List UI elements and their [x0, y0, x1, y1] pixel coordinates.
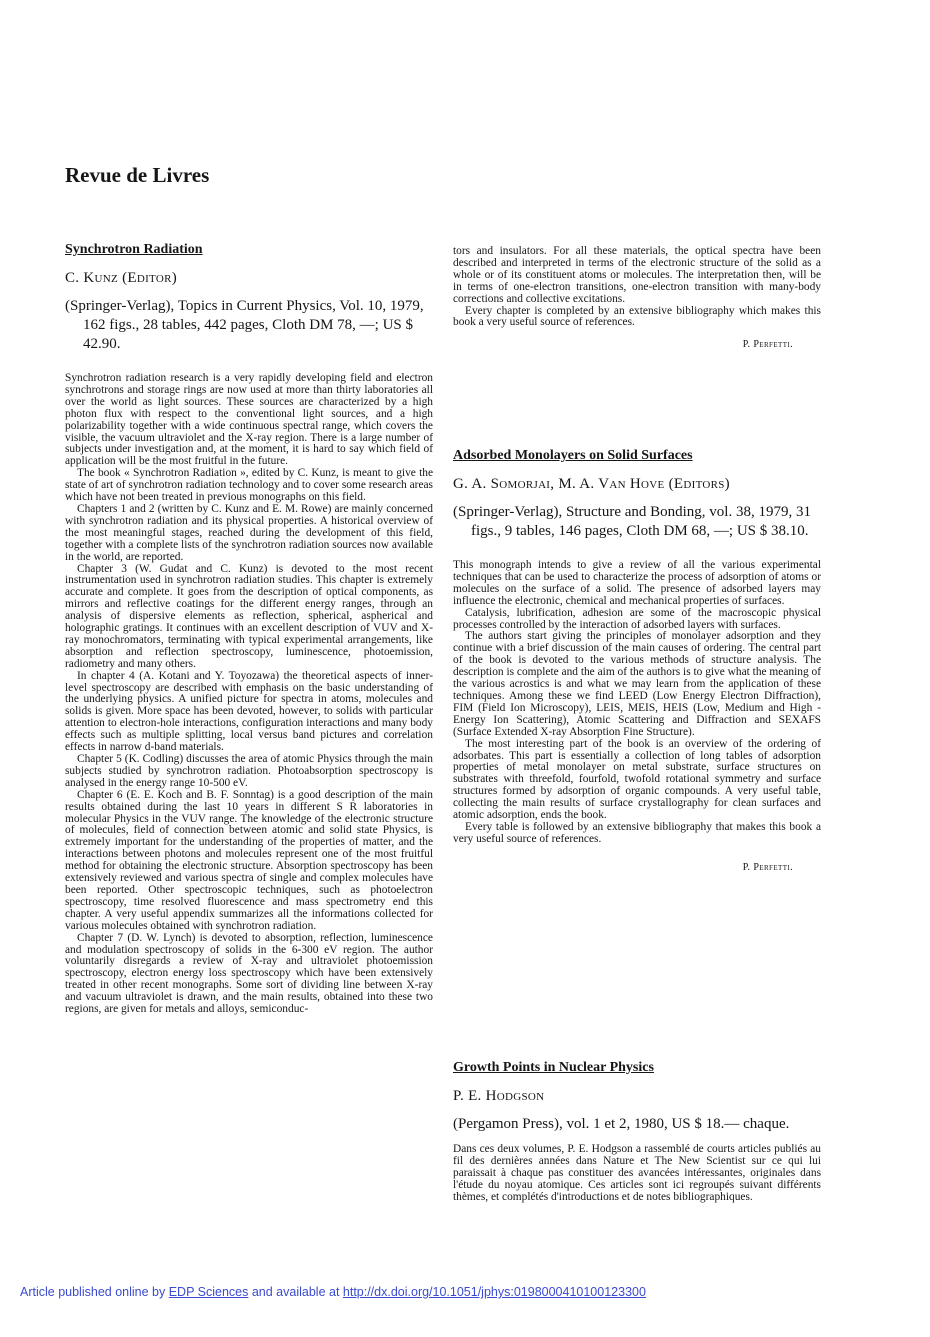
publication-info: (Pergamon Press), vol. 1 et 2, 1980, US $ 18.— chaque.	[453, 1116, 790, 1132]
paragraph: Chapter 3 (W. Gudat and C. Kunz) is devoted to the most recent instrumentation used in synchrotron radiation studies. This chapter is extremely accurate and complete. It goes from the description of optical components, as mirrors and reflective coatings for the different energy ranges, through an analysis of dispersive elements as reflection, spherical, aspherical and holographic gratings. It continues with an excellent description of VUV and X-ray monochromators, terminating with typical experimental arrangements, like absorption and reflection spectroscopy, luminescence, photoemission, radiometry and many others.	[65, 562, 433, 670]
review-body	[453, 1144, 821, 1204]
review-growth-points	[453, 1058, 821, 1204]
paragraph: Every table is followed by an extensive bibliography that makes this book a very useful source of references.	[453, 820, 821, 845]
review-title-synchrotron: Synchrotron Radiation	[65, 242, 203, 257]
review-authors: P. E. Hodgson	[453, 1088, 545, 1104]
section-heading: Revue de Livres	[65, 163, 210, 187]
left-column	[65, 240, 433, 1016]
review-continuation	[453, 246, 821, 350]
review-body	[453, 560, 821, 846]
paragraph: Chapter 6 (E. E. Koch and B. F. Sonntag) is a good description of the main results obtained during the last 10 years in different S R laboratories in molecular Physics in the VUV range. The knowledge of the electronic structure of molecules, field of connection between atomic and solid state Physics, is extremely important for the understanding of the properties of matter, and the interactions between photons and molecules represent one of the most fruitful method for obtaining the electronic structure. Absorption spectroscopy has been extensively reviewed and various spectra of single and complex molecules have been reported. Other spectroscopic techniques, such as photoelectron spectroscopy, time resolved fluorescence and mass spectrometry end this chapter. A very useful appendix summarizes all the informations collected for various molecules obtained with synchrotron radiation.	[65, 788, 433, 932]
publication-info: (Springer-Verlag), Structure and Bonding, vol. 38, 1979, 31 figs., 9 tables, 146 pages, Cloth DM 68, —; US $ 38.10.	[453, 504, 811, 539]
paragraph: Chapter 5 (K. Codling) discusses the area of atomic Physics through the main subjects studied by synchrotron radiation. Photoabsorption spectroscopy is analysed in the energy range 10-500 eV.	[65, 753, 433, 789]
review-adsorbed-monolayers	[453, 446, 821, 873]
paragraph: The most interesting part of the book is an overview of the ordering of adsorbates. This part is essentially a collection of long tables of adsorption properties of metal monolayer on metal substrate, surface structures on substrates with threefold, fourfold, twofold rotational symmetry and surface structures formed by adsorption of organic compounds. A very useful table, collecting the main results of surface crystallography for clean surfaces and atomic adsorption, ends the book.	[453, 737, 821, 822]
paragraph: tors and insulators. For all these materials, the optical spectra have been described and interpreted in terms of the electronic structure of the solid as a whole or of its constituent atoms or molecules. The interpretation then, will be in terms of one-electron transitions, one-electron transition with many-body corrections and collective excitations.	[453, 245, 821, 305]
paragraph: The book « Synchrotron Radiation », edited by C. Kunz, is meant to give the state of art of synchrotron radiation technology and to cover some research areas which have not been treated in previous monographs on this field.	[65, 467, 433, 504]
paragraph: Chapters 1 and 2 (written by C. Kunz and E. M. Rowe) are mainly concerned with synchrotron radiation and its physical properties. A historical overview of the most meaningful stages, reached during the development of this field, together with a complete lists of the synchrotron radiation sources now available in the world, are reported.	[65, 502, 433, 563]
paragraph: Every chapter is completed by an extensive bibliography which makes this book a very useful source of references.	[453, 304, 821, 329]
paragraph: Catalysis, lubrification, adhesion are some of the macroscopic physical processes controlled by the interaction of adsorbed layers with surfaces.	[453, 606, 821, 631]
paragraph: Dans ces deux volumes, P. E. Hodgson a rassemblé de courts articles publiés au fil des dernières années dans Nature et The New Scientist sur ce qui lui paraissait à chaque pas constituer des avancées intéressantes, originales dans l'étude du noyau atomique. Ces articles sont ici regroupés suivant différents thèmes, et complétés d'introductions et de notes bibliographiques.	[453, 1143, 821, 1203]
footer-middle: and available at	[248, 1285, 343, 1299]
doi-link[interactable]: http://dx.doi.org/10.1051/jphys:0198000410100123300	[342, 1285, 646, 1299]
review-authors: C. Kunz (Editor)	[65, 270, 178, 286]
reviewer-signature: P. Perfetti.	[742, 861, 793, 873]
paragraph: This monograph intends to give a review of all the various experimental techniques that can be used to characterize the process of adsorption of atoms or molecules on the surface of a solid. The presence of adsorbed layers may influence the electronic, chemical and mechanical properties of surfaces.	[453, 559, 821, 607]
review-body	[65, 373, 433, 1016]
paragraph: Synchrotron radiation research is a very rapidly developing field and electron synchrotrons and storage rings are now used at more than thirty laboratories all over the world as light sources. These sources are characterized by a high photon flux with respect to the conventional light sources, and a high polarizability together with a wide continuous spectral range, which covers the visible, the vacuum ultraviolet and the X-ray region. There is a large number of subjects under investigation and, at the moment, it is hard to say which field of application will be the most fruitful in the future.	[65, 372, 433, 468]
paragraph: Chapter 7 (D. W. Lynch) is devoted to absorption, reflection, luminescence and modulation spectroscopy of solids in the 6-300 eV region. The author voluntarily disregards a review of X-ray and ultraviolet photoemission spectroscopy, electron energy loss spectroscopy which have been extensively treated in other recent monographs. Some sort of dividing line between X-ray and vacuum ultraviolet is drawn, and the main results, obtained into these two regions, are given for metals and alloys, semiconduc-	[65, 931, 433, 1016]
reviewer-signature: P. Perfetti.	[742, 339, 793, 351]
paragraph: In chapter 4 (A. Kotani and Y. Toyozawa) the theoretical aspects of inner-level spectroscopy are described with emphasis on the basic understanding of the underlying physics. A unified picture for spectra in atoms, molecules and solids is given. More space has been devoted, however, to solids with particular attention to electron-hole interactions, configuration interactions and many body effects such as multiple splitting, local versus band pictures and correlation effects in narrow d-band materials.	[65, 669, 433, 754]
footer	[20, 1285, 646, 1299]
review-title-adsorbed: Adsorbed Monolayers on Solid Surfaces	[453, 448, 693, 463]
review-authors: G. A. Somorjai, M. A. Van Hove (Editors)	[453, 476, 730, 492]
review-title-growth: Growth Points in Nuclear Physics	[453, 1060, 654, 1075]
paragraph: The authors start giving the principles of monolayer adsorption and they continue with a brief discussion of the main causes of ordering. The central part of the book is devoted to the various methods of structure analysis. The description is complete and the aim of the authors is to give what the meaning of the various acrostics is and what we may learn from the application of these techniques. Among these we find LEED (Low Energy Electron Diffraction), FIM (Field Ion Microscopy), LEIS, MEIS, HEIS (Low, Medium and High - Energy Ion Scattering), Atomic Scattering and Diffraction and SEXAFS (Surface Extended X-ray Absorption Fine Structure).	[453, 630, 821, 738]
publisher-link[interactable]: EDP Sciences	[168, 1285, 249, 1299]
footer-prefix: Article published online by	[20, 1285, 169, 1299]
publication-info: (Springer-Verlag), Topics in Current Physics, Vol. 10, 1979, 162 figs., 28 tables, 442 pages, Cloth DM 78, —; US $ 42.90.	[65, 298, 424, 352]
